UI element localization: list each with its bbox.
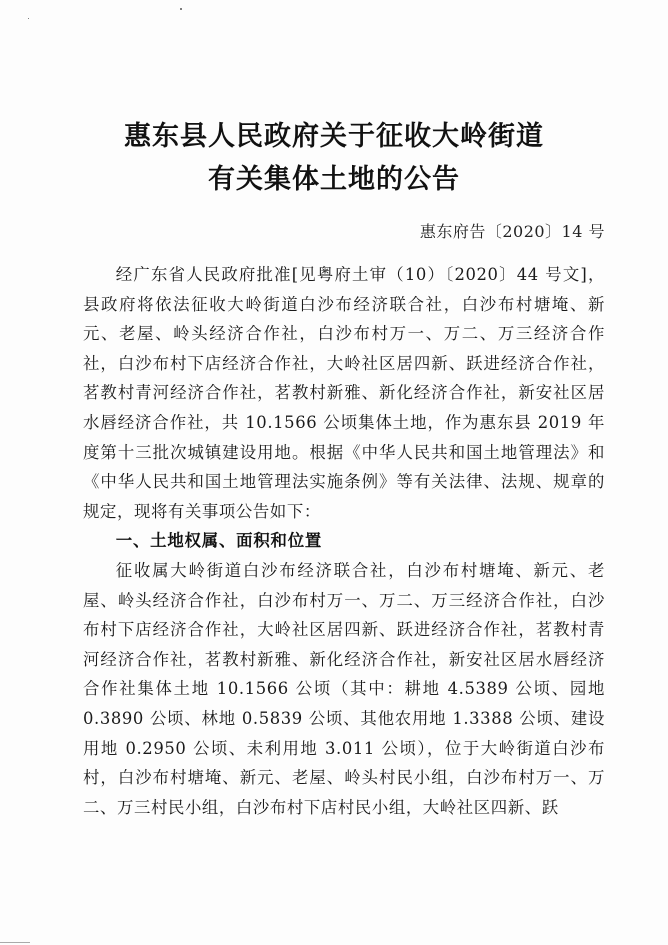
scan-speck: [180, 8, 182, 10]
document-title-line2: 有关集体土地的公告: [208, 164, 460, 195]
document-title-line1: 惠东县人民政府关于征收大岭街道: [124, 121, 544, 152]
scan-speck: [28, 18, 29, 19]
intro-paragraph: 经广东省人民政府批准[见粤府土审（10）〔2020〕44 号文]，县政府将依法征收大岭街道白沙布经济联合社，白沙布村塘埯、新元、老屋、岭头经济合作社，白沙布村万一、万二、万三经济合作社，白沙布村下店经济合作社，大岭社区居四新、跃进经济合作社，茗教村青河经济合作社，茗教村新雅、新化经济合作社，新安社区居水唇经济合作社，共 10.1566 公顷集体土地，作为惠东县 2019 年度第十三批次城镇建设用地。根据《中华人民共和国土地管理法》和《中华人民共和国土地管理法实施条例》等有关法律、法规、规章的规定，现将有关事项公告如下：: [83, 265, 605, 521]
scan-edge-line: [0, 942, 30, 943]
section-heading-land-ownership: 一、土地权属、面积和位置: [115, 531, 323, 551]
document-body: [83, 260, 605, 822]
land-details-paragraph: 征收属大岭街道白沙布经济联合社，白沙布村塘埯、新元、老屋、岭头经济合作社，白沙布村万一、万二、万三经济合作社，白沙布村下店经济合作社，大岭社区居四新、跃进经济合作社，茗教村青河经济合作社，茗教村新雅、新化经济合作社，新安社区居水唇经济合作社集体土地 10.1566 公顷（其中：耕地 4.5389 公顷、园地 0.3890 公顷、林地 0.5839 公顷、其他农用地 1.3388 公顷、建设用地 0.2950 公顷、未利用地 3.011 公顷），位于大岭街道白沙布村，白沙布村塘埯、新元、老屋、岭头村民小组，白沙布村万一、万二、万三村民小组，白沙布村下店村民小组，大岭社区四新、跃: [83, 560, 605, 817]
document-number: 惠东府告〔2020〕14 号: [419, 222, 605, 241]
